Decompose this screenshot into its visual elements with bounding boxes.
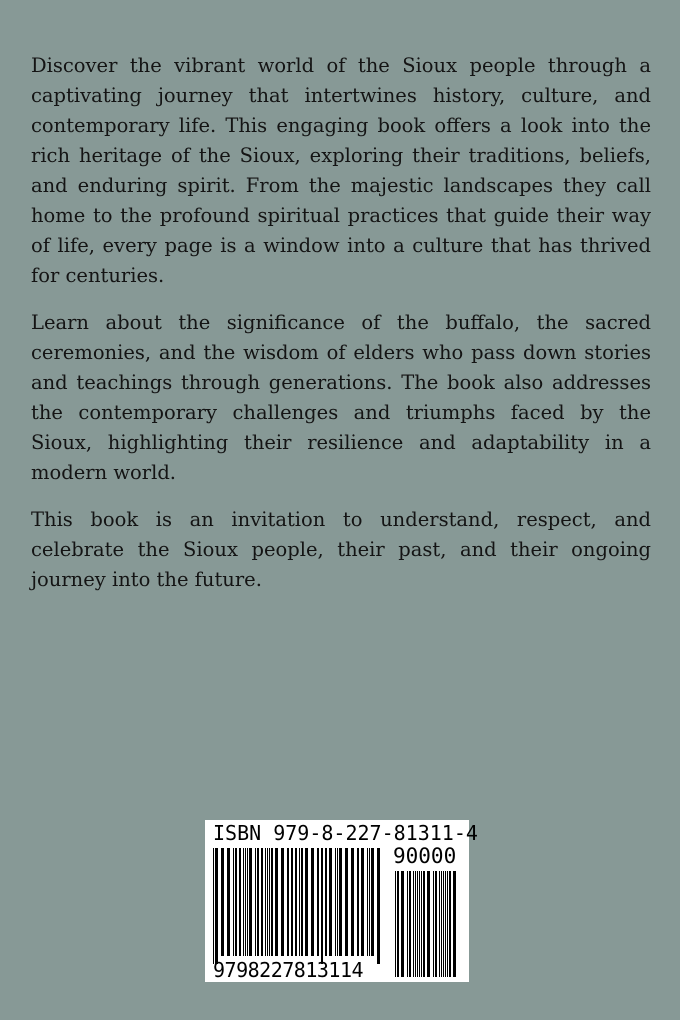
barcode-bar xyxy=(435,871,437,977)
isbn-label: ISBN 979-8-227-81311-4 xyxy=(213,821,478,845)
barcode-bar xyxy=(413,871,414,977)
barcode-bar xyxy=(301,848,303,956)
barcode-bar xyxy=(271,848,273,956)
ean-barcode-graphic xyxy=(213,848,381,964)
barcode-bar xyxy=(407,871,408,977)
barcode-bar xyxy=(245,848,246,956)
barcode-bar xyxy=(321,848,323,964)
barcode-bar xyxy=(335,848,336,956)
barcode-bar xyxy=(233,848,234,956)
barcode-bar xyxy=(227,848,230,956)
barcode-addon-number: 90000 xyxy=(393,844,457,868)
barcode-bar xyxy=(367,848,368,956)
barcode-bar xyxy=(433,871,434,977)
barcode-bar xyxy=(345,848,348,956)
blurb-paragraph-1: Discover the vibrant world of the Sioux people through a captivating journey that intertwines history, culture, and contemporary life. This engaging book offers a look into the rich heritage of the Sioux, exploring their traditions, beliefs, and enduring spirit. From the majestic landscapes they call home to the profound spiritual practices that guide their way of life, every page is a window into a culture that has thrived for centuries. xyxy=(31,54,651,287)
barcode-bar xyxy=(243,848,244,956)
barcode-bar xyxy=(329,848,332,956)
barcode-bar xyxy=(421,871,422,977)
blurb-paragraph-3: This book is an invitation to understand, respect, and celebrate the Sioux people, their past, and their ongoing journey into the future. xyxy=(31,508,651,591)
barcode-bar xyxy=(449,871,451,977)
barcode-bar xyxy=(311,848,314,956)
barcode-bar xyxy=(417,871,418,977)
barcode-bar xyxy=(325,848,327,956)
barcode-bar xyxy=(351,848,354,956)
barcode-bar xyxy=(265,848,266,956)
barcode-bar xyxy=(215,848,218,964)
barcode-bar xyxy=(427,871,430,977)
barcode-bar xyxy=(269,848,270,956)
barcode-bar xyxy=(371,848,374,956)
barcode-bar xyxy=(443,871,444,977)
barcode-bar xyxy=(267,848,268,956)
barcode-bar xyxy=(447,871,448,977)
barcode-bar xyxy=(255,848,256,956)
ean-barcode-bars xyxy=(213,848,381,964)
barcode-bar xyxy=(299,848,300,956)
barcode-bar xyxy=(239,848,241,956)
barcode-bar xyxy=(445,871,446,977)
barcode-bar xyxy=(213,848,214,964)
barcode-bar xyxy=(337,848,338,956)
barcode-bar xyxy=(317,848,319,956)
barcode-bar xyxy=(291,848,293,956)
barcode-bar xyxy=(419,871,420,977)
barcode-bar xyxy=(235,848,237,956)
barcode-bar xyxy=(441,871,442,977)
isbn-barcode xyxy=(205,820,478,982)
blurb-paragraph-2: Learn about the significance of the buffalo, the sacred ceremonies, and the wisdom of elders who pass down stories and teachings through generations. The book also addresses the contemporary challenges and triumphs faced by the Sioux, highlighting their resilience and adaptability in a modern world. xyxy=(31,311,651,484)
barcode-bar xyxy=(339,848,342,956)
addon-barcode-graphic xyxy=(395,871,457,977)
barcode-bar xyxy=(415,871,416,977)
barcode-bar xyxy=(409,871,411,977)
barcode-bar xyxy=(439,871,440,977)
barcode-bar xyxy=(257,848,259,956)
barcode-bar xyxy=(261,848,263,956)
barcode-bar xyxy=(357,848,359,956)
barcode-bar xyxy=(249,848,252,956)
barcode-bar xyxy=(369,848,370,956)
barcode-bar xyxy=(281,848,284,956)
blurb-text xyxy=(31,51,651,595)
barcode-bar xyxy=(247,848,248,956)
barcode-bar xyxy=(221,848,224,956)
barcode-bar xyxy=(377,848,380,964)
barcode-bar xyxy=(275,848,278,956)
barcode-bar xyxy=(295,848,297,956)
addon-barcode-bars xyxy=(395,871,457,977)
barcode-bar xyxy=(361,848,364,956)
barcode-bar xyxy=(395,871,396,977)
barcode-bar xyxy=(397,871,399,977)
barcode-bar xyxy=(401,871,404,977)
barcode-bar xyxy=(423,871,425,977)
barcode-bar xyxy=(287,848,289,956)
barcode-bar xyxy=(305,848,308,956)
barcode-bar xyxy=(453,871,456,977)
ean-digits: 9798227813114 xyxy=(213,958,364,982)
